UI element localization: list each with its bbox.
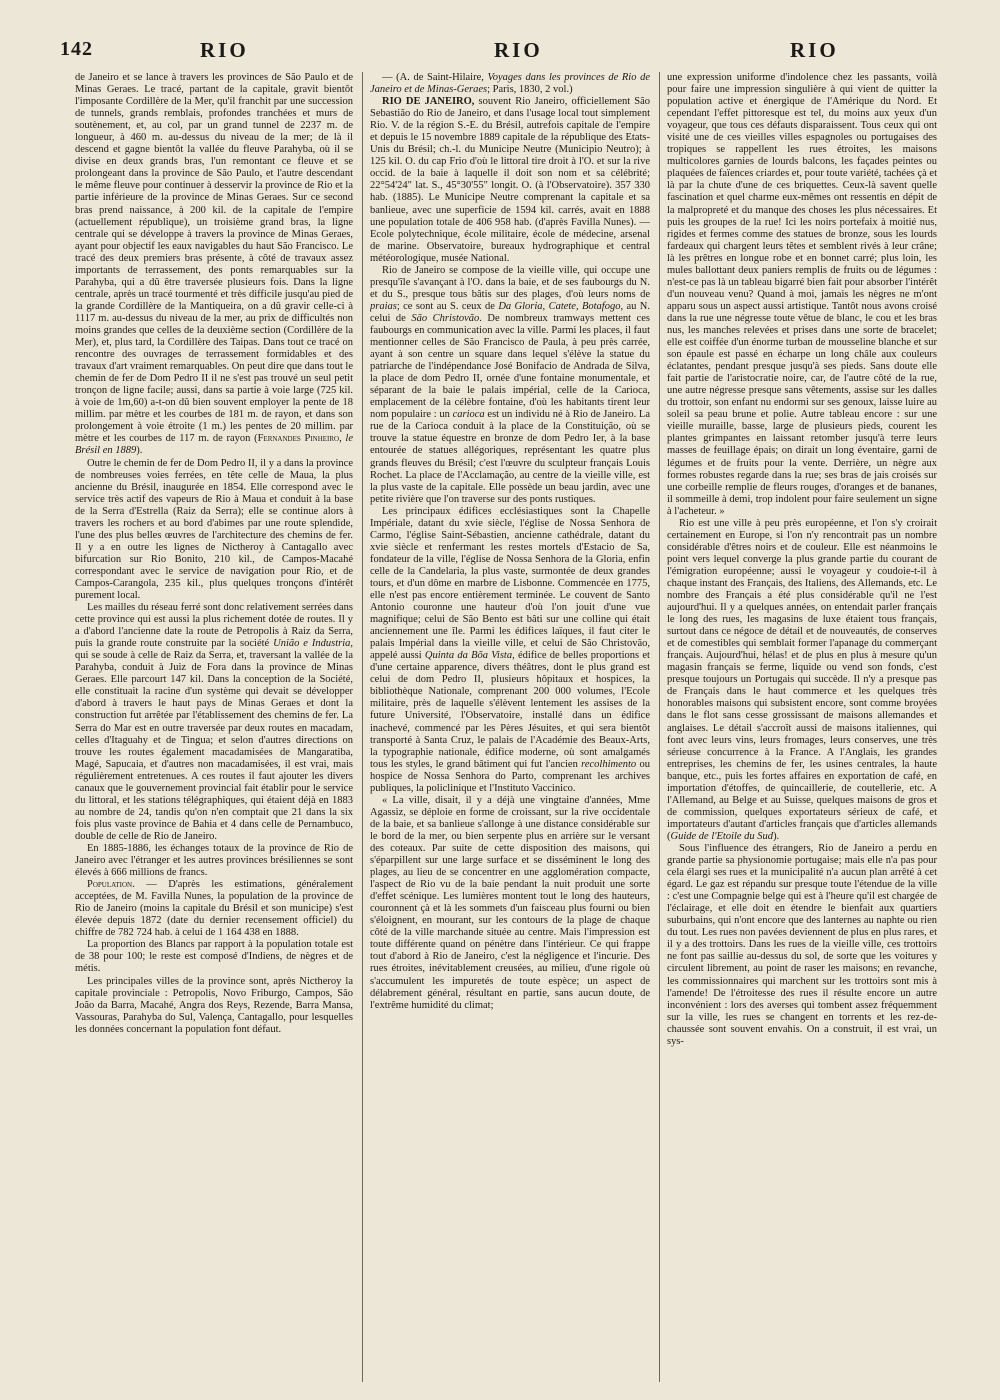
- paragraph-streets: Sous l'influence des étrangers, Rio de Janeiro a perdu en grande partie sa physionomie portugaise; mais elle n'a pas pour cela élargi ses rues et la municipalité n'a aucun plan arrêté à cet égard. Le gaz est répandu sur presque toute l'étendue de la ville : c'est une Compagnie belge qui est à l'heure qu'il est chargée de l'éclairage, et elle doit en étendre le bienfait aux quartiers suburbains, qui n'ont encore que des lanternes au naphte ou rien du tout. Les rues non pavées deviennent de plus en plus rares, et il y a des trottoirs. Dans les rues de la vieille ville, ces trottoirs ne font pas saillie au-dessus du sol, de sorte que les voitures y circulent librement, au point de raser les maisons; en revanche, les commissionnaires qui marchent sur les trottoirs sont mis à l'amende! De l'étroitesse des rues il résulte encore un autre inconvénient : lors des averses qui tombent assez fréquemment sur la ville, les rues se changent en torrents et les rez-de-chaussée sont souvent envahis. On a construit, il est vrai, un sys-: [667, 843, 937, 1047]
- entry-headword: RIO DE JANEIRO,: [382, 96, 475, 108]
- paragraph-agassiz-quote: « La ville, disait, il y a déjà une vingtaine d'années, Mme Agassiz, se déploie en forme de croissant, sur la rive occidentale de la baie, et sa banlieue s'allonge à une distance considérable sur le bord de la mer, ou bien serpente plus en arrière sur le versant des coteaux. Par suite de cette disposition des maisons, qui s'éparpillent sur une large surface et se disséminent le long des plages, au lieu de se concentrer en une agglomération compacte, l'aspect de Rio vu de la baie pendant la nuit produit une sorte d'effet scénique. Les lumières montent tout le long des hauteurs, couronnent çà et là les sommets d'un faisceau plus fourni ou bien s'éloignent, en mourant, sur les contours de la plage de chaque côté de la ville marchande située au centre. Mais l'impression est toute différente quand on pénètre dans l'intérieur. Ce qui frappe tout d'abord à Rio de Janeiro, c'est la négligence et l'incurie. Des rues étroites, inévitablement creusées, au milieu, d'une rigole où s'accumulent les impuretés de toute espèce; un aspect de délabrement général, résultant en partie, sans aucun doute, de l'extrême humidité du climat;: [370, 794, 650, 1011]
- paragraph-trade: En 1885-1886, les échanges totaux de la province de Rio de Janeiro avec l'étranger et les autres provinces brésiliennes se sont élevés à 666 millions de francs.: [75, 843, 353, 879]
- paragraph-buildings: Les principaux édifices ecclésiastiques sont la Chapelle Impériale, datant du xvie siècle, l'église de Nossa Senhora de Carmo, l'église Saint-Sébastien, ancienne cathédrale, datant du xvie siècle et renfermant les restes mortels d'Estacio de Sa, fondateur de la ville, l'église de Nossa Senhora de la Gloria, enfin celle de la Candelaria, la plus vaste, surmontée de deux grandes tours, et d'un dôme en marbre de Lisbonne. Commencée en 1775, elle n'est pas encore entièrement terminée. Le couvent de Santo Antonio couronne une hauteur d'où l'on jouit d'une vue magnifique; celui de São Bento est bâti sur une colline qui était anciennement une île. Parmi les édifices laïques, il faut citer le palais Impérial dans la vieille ville, et celui de São Christovão, appelé aussi Quinta da Bõa Vista, édifice de belles proportions et d'une certaine apparence, divers théâtres, dont le plus grand est celui de dom Pedro II, plusieurs hôpitaux et hospices, la bibliothèque Nationale, comprenant 200 000 volumes, l'Ecole militaire, près de laquelle s'élèvent lentement les assises de la future Université, l'Observatoire, installé dans un édifice inachevé, commencé par les Pères Jésuites, et qui sera bientôt transporté à Santa Cruz, le palais de l'Académie des Beaux-Arts, la typographie nationale, édifice moderne, où sont amalgamés tous les styles, le grand bâtiment qui fut l'ancien recolhimento ou hospice de Nossa Senhora do Parto, comprenant les archives publiques, la policlinique et l'Instituto Vaccinico.: [370, 505, 650, 794]
- running-head-left: RIO: [200, 38, 249, 62]
- paragraph-quote-continued: une expression uniforme d'indolence chez les passants, voilà pour faire une impression singulière à qui vient de quitter la population active et énergique de l'Amérique du Nord. Et cependant l'effet pittoresque est tel, du moins aux yeux d'un voyageur, que tous ces défauts disparaissent. Tous ceux qui ont visité une de ces vieilles villes espagnoles ou portugaises des tropiques se rappellent les rues étroites, les maisons multicolores garnies de lourds balcons, les façades peintes ou plaquées de faïences criardes et, pour toute variété, tachées çà et là par la chute d'une de ces briquettes. Ceux-là savent quelle fascination et quel charme eux-mêmes ont ressentis en dépit de la malpropreté et du manque des choses les plus nécessaires. Et puis les groupes de la rue! Ici les noirs portefaix à moitié nus, rigides et fermes comme des statues de bronze, sous les lourds fardeaux qui chargent leurs têtes et semblent rivés à leur crâne; là les prêtres en longue robe et en bonnet carré; plus loin, les mules ballottant deux paniers remplis de fruits ou de légumes : n'est-ce pas là un tableau bigarré bien fait pour absorber l'intérêt d'un nouveau venu? Quand à moi, jamais les nègres ne m'ont apparu sous un aspect aussi artistique. Tantôt nous avons croisé dans la rue une négresse toute vêtue de blanc, le cou et les bras nus, les manches relevées et prises dans une sorte de bracelet; elle est coiffée d'un énorme turban de mousseline blanche et sur son épaule est passé en écharpe un long châle aux couleurs éclatantes, pendant presque jusqu'à ses pieds. Sans doute elle fait partie de l'aristocratie noire, car, de l'autre côté de la rue, une autre négresse presque sans vêtements, assise sur les dalles du trottoir, son enfant nu endormi sur ses genoux, laisse luire au soleil sa peau brune et polie. Autre tableau encore : sur une vieille muraille, basse, large de plusieurs pieds, courent les plantes grimpantes en laissant retomber jusqu'à terre leurs masses de feuillage épais; on dirait un long éventaire, garni de légumes et de fruits pour la vente. Derrière, un nègre aux formes robustes regarde dans la rue; ses bras de jais croisés sur une corbeille remplie de fleurs rouges, d'oranges et de bananes, il sommeille à demi, trop indolent pour faire seulement un signe à l'acheteur. »: [667, 72, 937, 517]
- running-head-center: RIO: [494, 38, 543, 62]
- text-column-right: [667, 72, 937, 1384]
- column-divider: [362, 72, 363, 1382]
- paragraph-city-layout: Rio de Janeiro se compose de la vieille ville, qui occupe une presqu'île s'avançant à l'O. dans la baie, et de ses faubourgs du N. et du S., presque tous bâtis sur des plages, d'où leurs noms de praias; ce sont au S. ceux de Da Gloria, Catete, Botafogo, au N. celui de São Christovão. De nombreux tramways mettent ces faubourgs en communication avec la ville. Parmi les places, il faut mentionner celles de São Francisco de Paula, à peu près carrée, ayant à son centre un square dans lequel s'élève la statue du patriarche de l'indépendance José Bonifacio de Andrada de Silva, la place de dom Pedro II, ornée d'une fontaine monumentale, et séparant de la baie le palais impérial, celle de la Carioca, emplacement de la célèbre fontaine, d'où les habitants tirent leur nom populaire : un carioca est un individu né à Rio de Janeiro. La rue de la Carioca conduit à la place de la Constituição, où se trouve la statue équestre en bronze de dom Pedro Ier, à la base entourée de statues allégoriques, représentant les quatre plus grands fleuves du Brésil; c'est l'œuvre du sculpteur français Louis Rochet. La place de l'Acclamação, au centre de la vieille ville, est la plus vaste de la capitale. Elle possède un beau jardin, avec une petite rivière que l'on traverse sur des ponts rustiques.: [370, 264, 650, 505]
- column-divider: [659, 72, 660, 1382]
- paragraph-cities: Les principales villes de la province sont, après Nictheroy la capitale provinciale : Petropolis, Novo Friburgo, Campos, São João da Barra, Macahé, Angra dos Reys, Rezende, Barra Mansa, Vassouras, Parahyba do Sul, Valença, Cantagallo, pour lesquelles les données concernant la population font défaut.: [75, 975, 353, 1035]
- paragraph-immigration: Rio est une ville à peu près européenne, et l'on s'y croirait certainement en Europe, si l'on n'y rencontrait pas un nombre considérable d'êtres noirs et de couleur. Elle est néanmoins le point vers lequel converge la plus grande partie du courant de l'émigration européenne; aussi le voyageur y coudoie-t-il à chaque instant des Français, des Italiens, des Allemands, etc. Le nombre des Français a été plus considérable qu'il ne l'est aujourd'hui. Il y a quelques années, on entendait parler français le long des rues, les magasins de luxe étaient tous français, surtout dans ce négoce de détail et de nouveautés, de conserves et de comestibles qui semblait former l'apanage du commerçant français. Aujourd'hui, hélas! et de plus en plus à mesure qu'un magasin français se ferme, liquide ou vend son fonds, c'est presque toujours un Portugais qui succède. Il n'y a presque pas de Français dans le haut commerce et les quelques très honorables maisons qui subsistent encore, sont comme broyées dans le flot sans cesse grossissant de maisons allemandes et anglaises. Le détail s'accroît aussi de maisons italiennes, qui font avec leurs vins, leurs fromages, leurs conserves, une très sérieuse concurrence à la France. A l'Anglais, les grandes entreprises, les chemins de fer, les usines centrales, la haute banque, etc., puis les fortes affaires en exportation de café, en importation d'étoffes, de quincaillerie, de coutellerie, etc. A l'Allemand, au Belge et au Suisse, quelques maisons de gros et de commission, quelques exportateurs sérieux de café, et importateurs d'autant d'articles français que d'articles allemands (Guide de l'Etoile du Sud).: [667, 517, 937, 842]
- paragraph-railway-route: de Janeiro et se lance à travers les provinces de São Paulo et de Minas Geraes. Le tracé, partant de la capitale, gravit bientôt l'imposante Cordillère de la Mer, qu'il franchit par une succession de tunnels, grands remblais, profondes tranchées et murs de soutènement, et, au col, par un grand tunnel de 2237 m. de longueur, à 460 m. au-dessus du niveau de la mer; de là il descend et gagne bientôt la vallée du fleuve Parahyba, où il se divise en deux grands bras, l'un remontant ce fleuve et se prolongeant dans la province de São Paulo, et l'autre descendant le même fleuve pour continuer à desservir la province de Rio et la partie inférieure de la province de Minas Geraes. Sur ce second bras prend naissance, à 200 kil. de la capitale de l'empire (actuellement république), un troisième grand bras, la ligne centrale qui se développe à travers la province de Minas Geraes, ayant pour objectif les eaux navigables du haut São Francisco. Le tracé des deux premiers bras présente, à côté de travaux assez importants de terrassement, des ponts remarquables sur la Parahyba, qui a dû être traversée plusieurs fois. Dans la ligne centrale, après un tracé tourmenté et très difficile jusqu'au pied de la grande Cordillère de la Mantiqueira, on a dû gravir celle-ci à 1117 m. au-dessus du niveau de la mer, au prix de difficultés non moins grandes que celles de la deuxième section (Cordillère de la Mer), et, plus tard, la Cordillère des Taipas. Dans tout ce tracé on rencontre des ouvrages de terrassement formidables et des travaux d'art vraiment remarquables. On peut dire que dans tout le chemin de fer de Dom Pedro II il ne s'est pas trouvé un seul petit tronçon de ligne facile; aussi, dans sa partie à voie large (725 kil. à voie de 1m,60) a-t-on dû bien souvent employer la pente de 18 millim. par mètre et les courbes de 181 m. de rayon, et dans son prolongement à voie étroite (1 m.) les pentes de 20 millim. par mètre et les courbes de 117 m. de rayon (Fernandes Pinheiro, le Brésil en 1889).: [75, 72, 353, 457]
- text-column-center: [370, 72, 650, 1384]
- paragraph-roads: Les mailles du réseau ferré sont donc relativement serrées dans cette province qui est aussi la plus richement dotée de routes. Il y a d'abord l'ancienne date la route de Petropolis à Raiz da Serra, puis la grande route construite par la société União e Industria, qui se soude à celle de Raiz da Serra, et, traversant la vallée de la Parahyba, conduit à Juiz de Fora dans la province de Minas Geraes. Elle parcourt 147 kil. Dans la conception de la Société, elle constituait la racine d'un système qui devait se développer d'abord à travers le haut pays de Minas Geraes et dont la construction fut arrêtée par l'établissement des chemins de fer. La Serra do Mar est en outre traversée par deux routes en macadam, celles d'Itaguahy et de Tingua; et selon d'autres directions on trouve les routes également macadamisées de Mangaratiba, Magé, Sapucaia, et d'autres non macadamisées, il est vrai, mais régulièrement entretenues. A ces routes il faut ajouter les divers canaux que le gouvernement provincial fait établir pour le service du littoral, et les stations télégraphiques, qui étaient déjà en 1883 au nombre de 24, tandis qu'on n'en comptait que 21 dans la six fois plus vaste province de Bahia et 4 dans celle de Pernambuco, double de celle de Rio de Janeiro.: [75, 602, 353, 842]
- paragraph-other-railways: Outre le chemin de fer de Dom Pedro II, il y a dans la province de nombreuses voies ferrées, en tête celle de Maua, la plus ancienne du Brésil, inaugurée en 1854. Elle correspond avec le service très actif des vapeurs de Rio à Maua et conduit à la base de la Serra d'Estrella (Raiz da Serra); elle se continue alors à travers les rochers et au bord d'abimes par une route splendide, l'une des plus belles œuvres de l'architecture des chemins de fer. Il y a en outre les lignes de Nictheroy à Cantagallo avec bifurcation sur Rio Bonito, 210 kil., de Campos-Macahé correspondant avec le service de navigation pour Rio, et de Campos-Carangola, 235 kil., plus quelques tronçons d'intérêt purement local.: [75, 457, 353, 602]
- running-head-right: RIO: [790, 38, 839, 62]
- text-column-left: [75, 72, 353, 1384]
- paragraph-races: La proportion des Blancs par rapport à la population totale est de 38 pour 100; le reste est composé d'Indiens, de nègres et de métis.: [75, 939, 353, 975]
- entry-rio-de-janeiro: RIO DE JANEIRO, souvent Rio Janeiro, officiellement São Sebastião do Rio de Janeiro, et dans l'usage local tout simplement Rio. V. de la région S.-E. du Brésil, autrefois capitale de l'empire et depuis le 15 novembre 1889 capitale de la république des Etats-Unis du Brésil; ch.-l. du Municipe Neutre (Municipio Neutro); à 125 kil. O. du cap Frio d'où le littoral tire droit à l'O. et sur la rive occid. de la baie à laquelle il doit son nom et sa célébrité; 22°54'24" lat. S., 45°30'55" longit. O. (à l'Observatoire). 357 330 hab. (1885). Le Municipe Neutre comprenant la capitale et sa banlieue, avec une superficie de 1594 kil. carrés, avait en 1888 une population totale de 406 958 hab. (d'après Favilla Nunes). — Ecole polytechnique, école militaire, école de médecine, arsenal de marine. Observatoire, bureaux hydrographique et central météorologique, musée National.: [370, 96, 650, 264]
- paragraph-reference: — (A. de Saint-Hilaire, Voyages dans les provinces de Rio de Janeiro et de Minas-Geraes; Paris, 1830, 2 vol.): [370, 72, 650, 96]
- page-header: [0, 0, 1000, 68]
- page-number: 142: [60, 38, 93, 60]
- paragraph-population: Population. — D'après les estimations, généralement acceptées, de M. Favilla Nunes, la population de la province de Rio de Janeiro (moins la capitale du Brésil et son municipe) s'est élevée depuis 1872 (date du dernier recensement officiel) du chiffre de 782 724 hab. à celui de 1 164 438 en 1888.: [75, 879, 353, 939]
